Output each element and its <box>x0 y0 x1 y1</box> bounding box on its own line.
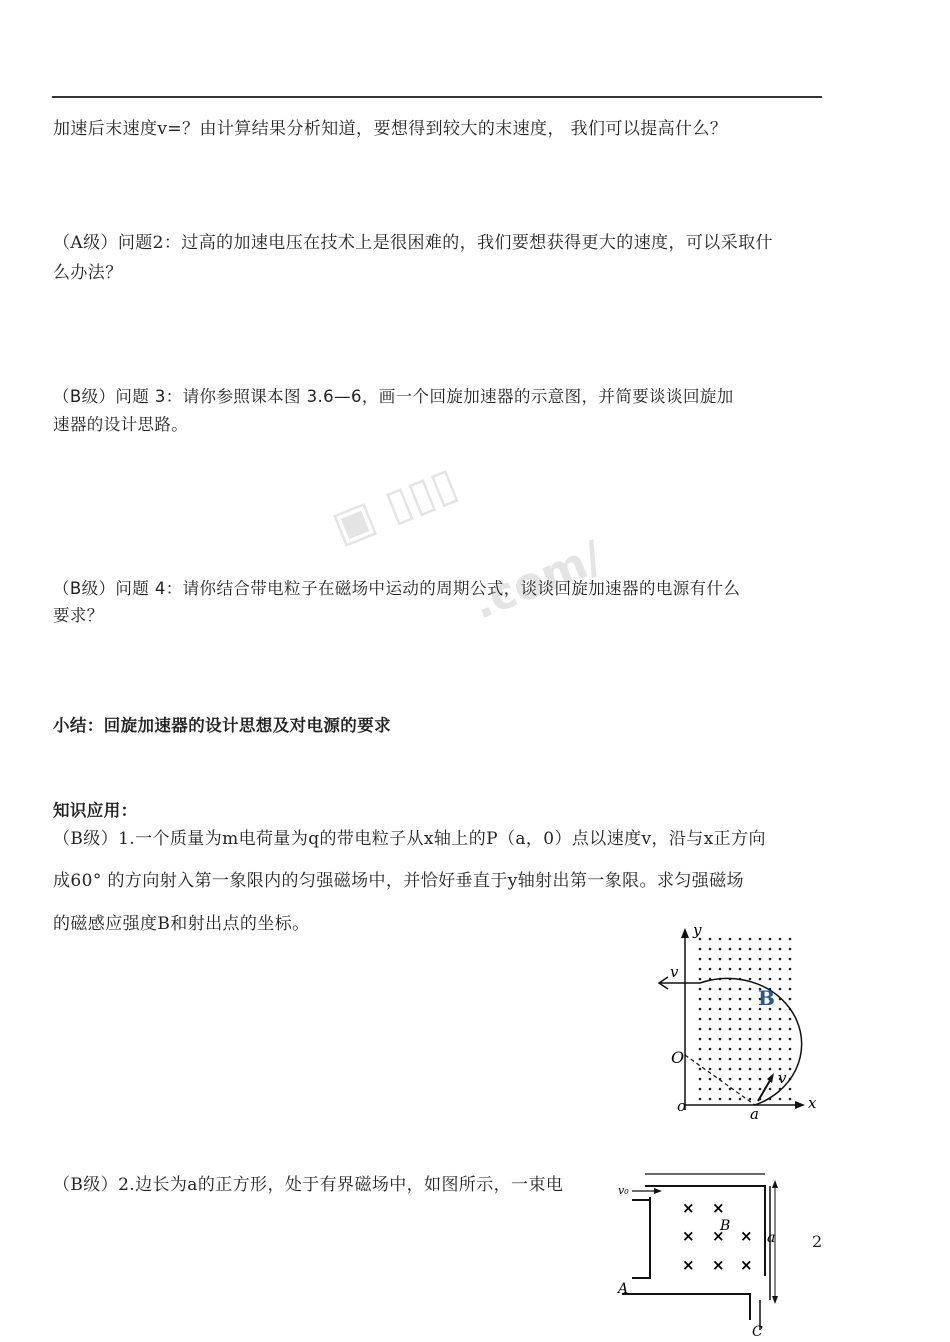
question-3-line-2: 速器的设计思路。 <box>53 415 189 434</box>
field-dot <box>719 1028 722 1031</box>
field-dot <box>789 1068 792 1071</box>
field-dot <box>759 1078 762 1081</box>
field-dot <box>729 1018 732 1021</box>
field-dot <box>789 988 792 991</box>
field-dot <box>709 998 712 1001</box>
problem-1-line-1: （B级）1.一个质量为m电荷量为q的带电粒子从x轴上的P（a，0）点以速度v，沿与x正方向 <box>53 829 766 849</box>
field-dot <box>699 1018 702 1021</box>
field-dot <box>699 1098 702 1101</box>
field-dot <box>729 1058 732 1061</box>
field-dot <box>789 998 792 1001</box>
radius-dashed-line <box>685 1055 755 1105</box>
field-dot <box>769 948 772 951</box>
question-4-line-1: （B级）问题 4：请你结合带电粒子在磁场中运动的周期公式，谈谈回旋加速器的电源有什么 <box>53 579 741 598</box>
field-dot <box>759 978 762 981</box>
field-dot <box>789 958 792 961</box>
field-dot <box>749 1038 752 1041</box>
field-dot <box>719 1068 722 1071</box>
field-dot <box>759 1028 762 1031</box>
field-dot <box>789 968 792 971</box>
dimension-arrow-top <box>772 1180 778 1188</box>
field-dot <box>749 938 752 941</box>
field-dot <box>709 1078 712 1081</box>
field-dot <box>739 1038 742 1041</box>
field-label: B <box>758 986 775 1010</box>
problem-1-line-2: 成60° 的方向射入第一象限内的匀强磁场中，并恰好垂直于y轴射出第一象限。求匀强磁场 <box>53 871 744 891</box>
field-dot <box>759 1038 762 1041</box>
y-axis-label: y <box>693 925 702 939</box>
field-dot <box>699 1048 702 1051</box>
entry-velocity-arrow <box>767 1073 774 1083</box>
field-dot <box>739 1048 742 1051</box>
side-length-label: a <box>767 1230 776 1246</box>
field-dot <box>779 958 782 961</box>
field-dot <box>789 948 792 951</box>
field-dot <box>709 938 712 941</box>
field-dot <box>759 968 762 971</box>
field-crosses <box>682 1199 753 1274</box>
field-dot <box>719 968 722 971</box>
field-dot <box>739 968 742 971</box>
field-dot <box>739 1008 742 1011</box>
field-dot <box>749 988 752 991</box>
field-dot <box>779 1008 782 1011</box>
field-dot <box>729 988 732 991</box>
field-dot <box>699 1008 702 1011</box>
field-dot <box>779 968 782 971</box>
corner-a-label: A <box>618 1281 629 1297</box>
field-dot <box>719 938 722 941</box>
velocity-label-entry: v <box>778 1069 787 1087</box>
watermark-2: .com/ <box>465 531 610 630</box>
field-dot <box>709 1048 712 1051</box>
field-dot <box>769 1028 772 1031</box>
y-axis-arrow <box>681 928 689 938</box>
figure-magnetic-field-quadrant <box>650 925 840 1125</box>
watermark: ▣ ▯▯▯ <box>325 457 465 554</box>
field-cross: × <box>682 1227 695 1245</box>
field-dot <box>709 948 712 951</box>
field-dot <box>759 1018 762 1021</box>
field-dot <box>729 948 732 951</box>
field-dot <box>769 978 772 981</box>
field-dot <box>699 988 702 991</box>
field-dot <box>739 1018 742 1021</box>
field-dot <box>759 1088 762 1091</box>
field-dot <box>729 1038 732 1041</box>
field-dot <box>769 1018 772 1021</box>
field-dot <box>769 1088 772 1091</box>
field-dot <box>739 1028 742 1031</box>
figure-square-field <box>610 1170 795 1340</box>
field-dot <box>779 1048 782 1051</box>
field-dot <box>719 1008 722 1011</box>
field-dot <box>729 1048 732 1051</box>
field-cross: × <box>712 1199 725 1217</box>
field-dot <box>749 968 752 971</box>
bottom-frame <box>622 1294 750 1320</box>
field-dot <box>749 1058 752 1061</box>
field-dot <box>719 1058 722 1061</box>
problem-2-line-1: （B级）2.边长为a的正方形，处于有界磁场中，如图所示，一束电 <box>53 1175 564 1195</box>
beam-arrow <box>654 1188 662 1194</box>
field-dot <box>699 1088 702 1091</box>
field-dot <box>779 1058 782 1061</box>
field-dot <box>749 998 752 1001</box>
field-dot <box>709 1018 712 1021</box>
field-dot <box>739 1088 742 1091</box>
field-dot <box>779 1018 782 1021</box>
field-dot <box>729 968 732 971</box>
field-dot <box>719 988 722 991</box>
field-cross: × <box>740 1256 753 1274</box>
field-dot <box>789 978 792 981</box>
field-cross: × <box>712 1256 725 1274</box>
field-dot <box>709 1058 712 1061</box>
field-dot <box>729 958 732 961</box>
point-a-label: a <box>750 1105 759 1123</box>
field-dot <box>719 1088 722 1091</box>
field-dot <box>719 1018 722 1021</box>
field-dot <box>719 1038 722 1041</box>
field-dot <box>749 1068 752 1071</box>
field-dot <box>779 948 782 951</box>
field-dot <box>729 1098 732 1101</box>
field-dot <box>699 948 702 951</box>
field-dot <box>729 938 732 941</box>
field-dot <box>719 998 722 1001</box>
field-dot <box>739 998 742 1001</box>
field-dot <box>699 968 702 971</box>
field-dot <box>789 1098 792 1101</box>
field-dot <box>739 1058 742 1061</box>
field-cross: × <box>682 1199 695 1217</box>
field-dot <box>779 1028 782 1031</box>
field-dot <box>749 958 752 961</box>
field-dot <box>769 1068 772 1071</box>
field-cross: × <box>712 1227 725 1245</box>
field-dot <box>789 1058 792 1061</box>
field-dot <box>759 1058 762 1061</box>
field-dot <box>789 1048 792 1051</box>
field-dot <box>769 1048 772 1051</box>
field-dot <box>719 958 722 961</box>
field-dot <box>769 968 772 971</box>
field-dot <box>749 1088 752 1091</box>
field-dot <box>699 978 702 981</box>
field-dot <box>759 948 762 951</box>
field-dot <box>739 1098 742 1101</box>
field-dot <box>789 938 792 941</box>
field-dot <box>779 1038 782 1041</box>
field-dot <box>709 1028 712 1031</box>
problem-1-line-3: 的磁感应强度B和射出点的坐标。 <box>53 914 310 934</box>
field-dot <box>699 1058 702 1061</box>
page-number: 2 <box>812 1232 823 1251</box>
field-dot <box>709 1098 712 1101</box>
field-dot <box>749 1048 752 1051</box>
field-dot <box>769 1058 772 1061</box>
field-cross: × <box>740 1227 753 1245</box>
field-dot <box>699 1068 702 1071</box>
field-dot <box>789 1038 792 1041</box>
field-dot <box>749 978 752 981</box>
application-heading: 知识应用： <box>53 801 138 820</box>
field-dot <box>759 958 762 961</box>
field-dot <box>779 988 782 991</box>
field-dot <box>769 938 772 941</box>
field-dot <box>739 938 742 941</box>
field-dot <box>789 1088 792 1091</box>
field-dot <box>749 1098 752 1101</box>
left-frame <box>632 1200 650 1278</box>
summary-heading: 小结：回旋加速器的设计思想及对电源的要求 <box>53 716 391 735</box>
field-dot <box>749 1018 752 1021</box>
center-label: O <box>671 1048 685 1067</box>
field-dot <box>709 1038 712 1041</box>
field-dot <box>729 1078 732 1081</box>
field-dot <box>789 1018 792 1021</box>
origin-label: o <box>677 1097 687 1115</box>
field-dot <box>709 1008 712 1011</box>
velocity-label-top: v <box>670 963 679 981</box>
field-dot <box>739 988 742 991</box>
x-axis-arrow <box>795 1101 805 1109</box>
field-dot <box>779 938 782 941</box>
field-dot <box>729 1028 732 1031</box>
field-dot <box>699 998 702 1001</box>
corner-c-label: C <box>752 1324 763 1340</box>
field-dot <box>709 958 712 961</box>
field-dot <box>769 958 772 961</box>
field-dot <box>709 1068 712 1071</box>
field-dot <box>759 1068 762 1071</box>
field-dot <box>729 998 732 1001</box>
field-dot <box>759 1048 762 1051</box>
field-dot <box>739 948 742 951</box>
field-label-2: B <box>720 1218 731 1234</box>
field-dot <box>749 948 752 951</box>
field-dot <box>739 1078 742 1081</box>
field-dot <box>719 1098 722 1101</box>
field-dot <box>699 1078 702 1081</box>
header-rule <box>52 96 822 98</box>
field-dot <box>719 1048 722 1051</box>
field-dot <box>779 978 782 981</box>
v0-label: v₀ <box>618 1184 629 1197</box>
field-dot <box>739 958 742 961</box>
question-2-line-2: 么办法？ <box>53 263 123 283</box>
field-dot <box>749 1078 752 1081</box>
x-axis-label: x <box>808 1094 817 1112</box>
field-dot <box>749 1028 752 1031</box>
field-dot <box>779 1098 782 1101</box>
field-dot <box>789 1028 792 1031</box>
field-dot <box>699 1038 702 1041</box>
field-dot <box>749 1008 752 1011</box>
field-dot <box>769 1038 772 1041</box>
question-4-line-2: 要求？ <box>53 606 104 625</box>
field-dot <box>699 958 702 961</box>
field-dot <box>729 1008 732 1011</box>
field-cross: × <box>682 1256 695 1274</box>
field-dot <box>709 988 712 991</box>
question-3-line-1: （B级）问题 3：请你参照课本图 3.6—6，画一个回旋加速器的示意图，并简要谈谈回旋加 <box>53 387 734 406</box>
field-dot <box>719 948 722 951</box>
field-dot <box>739 1068 742 1071</box>
field-dot <box>709 968 712 971</box>
dimension-arrow-bottom <box>772 1296 778 1304</box>
question-2-line-1: （A级）问题2：过高的加速电压在技术上是很困难的，我们要想获得更大的速度，可以采取什 <box>53 233 773 253</box>
field-dot <box>729 1068 732 1071</box>
field-dot <box>709 1088 712 1091</box>
text-line-1: 加速后末速度v=？由计算结果分析知道，要想得到较大的末速度， 我们可以提高什么？ <box>53 119 728 139</box>
field-dot <box>699 1028 702 1031</box>
field-dot <box>759 938 762 941</box>
